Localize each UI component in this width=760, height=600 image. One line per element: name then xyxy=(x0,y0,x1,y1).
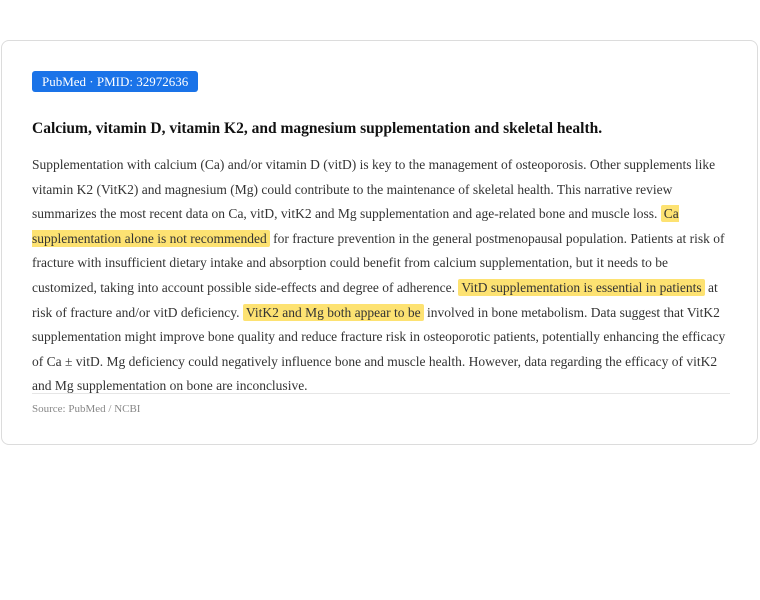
highlight-span: Ca supplementation alone is not recommended xyxy=(32,206,679,246)
abstract-segment: Supplementation with calcium (Ca) and/or vitamin D (vitD) is key to the management of osteoporosis. Other supplements like vitamin K2 (VitK2) and magnesium (Mg) could contribute to the maintenance of skeletal health. This narrative review summarizes the most recent data on Ca, vitD, vitK2 and Mg supplementation and age-related bone and muscle loss. xyxy=(32,157,716,222)
abstract-segment: for fracture prevention in the general postmenopausal population. Patients at risk of fracture with insufficient dietary intake and absorption could benefit from calcium supplementation, but it needs to be customized, taking into account possible side-effects and degree of adherence. xyxy=(32,230,725,295)
abstract-segment: involved in bone metabolism. Data suggest that VitK2 supplementation might improve bone quality and reduce fracture risk in osteoporotic patients, potentially enhancing the efficacy of Ca ± vitD. Mg deficiency could negatively influence bone and muscle health. However, data regarding the efficacy of vitK2 and Mg supplementation on bone are inconclusive. xyxy=(32,304,726,394)
abstract-text xyxy=(32,153,730,399)
footer-divider xyxy=(32,393,730,394)
source-citation: Source: PubMed / NCBI xyxy=(32,403,141,415)
highlight-span: VitD supplementation is essential in patients xyxy=(458,279,704,296)
pubmed-badge[interactable]: PubMed · PMID: 32972636 xyxy=(32,71,198,92)
article-title: Calcium, vitamin D, vitamin K2, and magnesium supplementation and skeletal health. xyxy=(32,120,603,137)
abstract-segment: at risk of fracture and/or vitD deficiency. xyxy=(32,279,718,320)
abstract-card xyxy=(1,40,758,445)
highlight-span: VitK2 and Mg both appear to be xyxy=(243,304,424,321)
